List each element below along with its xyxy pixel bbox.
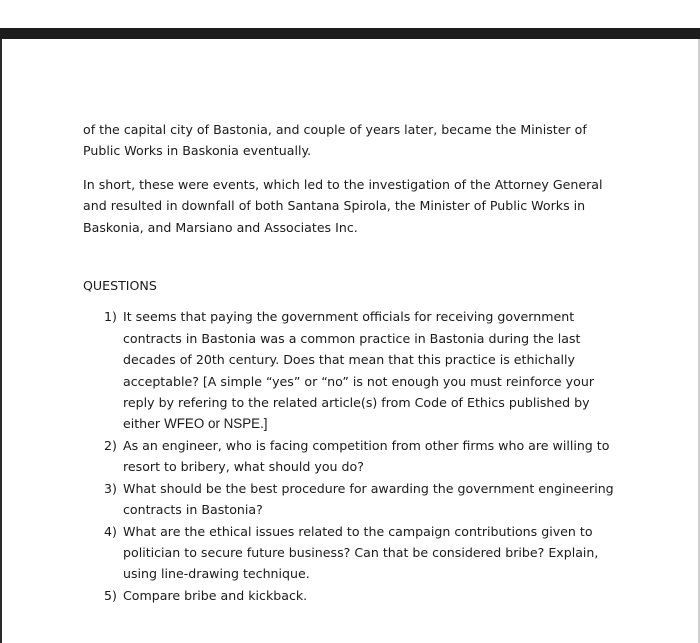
question-number: 3) [104,480,117,496]
question-item [83,435,623,478]
question-number: 5) [104,587,117,603]
question-text: It seems that paying the government officials for receiving government contracts in Bastonia was a common practice in Bastonia during the last decades of 20th century. Does that mean that this practice is ethichally acceptable? [A simple “yes” or “no” is not enough you must reinforce your reply by refering to the related article(s) from Code of Ethics published by either [123,309,594,432]
paragraph-context: of the capital city of Bastonia, and couple of years later, became the Minister of Public Works in Baskonia eventually. [83,122,587,159]
question-text: As an engineer, who is facing competition from other firms who are willing to resort to bribery, what should you do? [123,437,610,475]
question-number: 2) [104,437,117,453]
left-page-edge [0,39,2,643]
question-item [83,521,623,585]
question-text: Compare bribe and kickback. [123,587,308,603]
question-text: What should be the best procedure for awarding the government engineering contracts in Bastonia? [123,480,614,518]
question-item [83,585,623,606]
questions-heading: QUESTIONS [83,278,157,294]
question-number: 4) [104,523,117,539]
question-item [83,306,623,434]
question-item [83,478,623,521]
document-page [83,119,623,606]
question-text-extra: WFEO or NSPE.] [164,416,268,432]
question-number: 1) [104,309,117,325]
top-border-bar [0,28,700,39]
questions-list [83,306,623,606]
paragraph-summary: In short, these were events, which led to the investigation of the Attorney General and resulted in downfall of both Santana Spirola, the Minister of Public Works in Baskonia, and Marsiano and Associates Inc. [83,176,603,235]
top-margin [0,0,700,28]
question-text: What are the ethical issues related to the campaign contributions given to politician to secure future business? Can that be considered bribe? Explain, using line-drawing technique. [123,523,599,582]
